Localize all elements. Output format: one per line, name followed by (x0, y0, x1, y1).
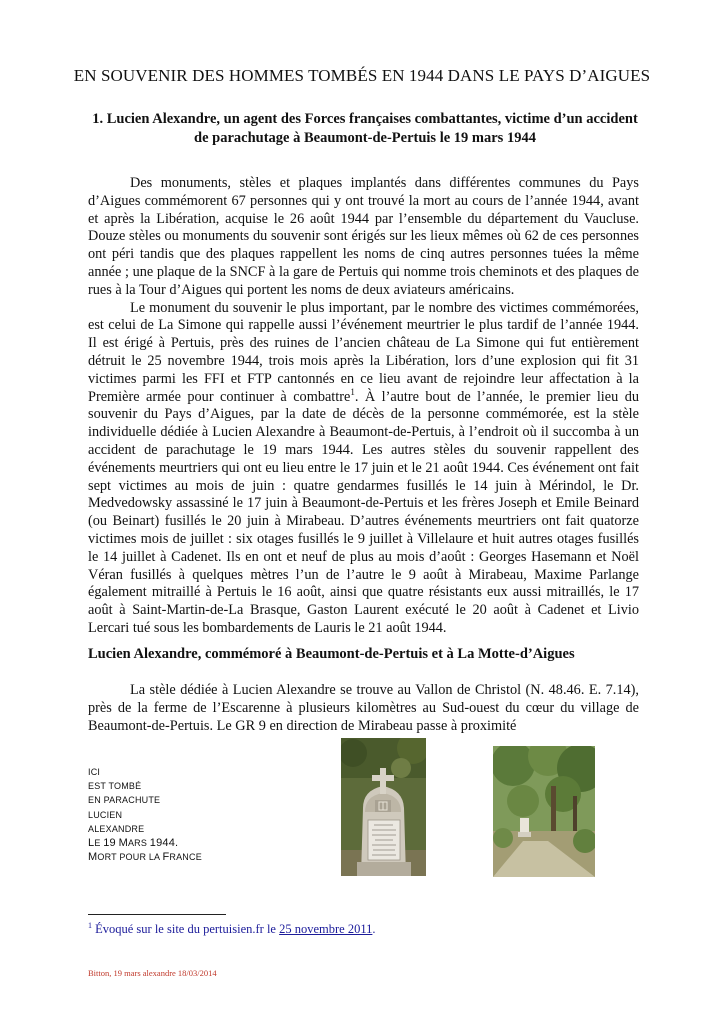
footnote-text: Évoqué sur le site du pertuisien.fr le (95, 922, 276, 937)
paragraph-3: La stèle dédiée à Lucien Alexandre se trouve au Vallon de Christol (N. 48.46. E. 7.14), près de la ferme de l’Escarenne à plusieurs kilomètres au Sud-ouest du cœur du village de Beaumont-de-Pertuis. Le GR 9 en direction de Mirabeau passe à proximité (88, 682, 639, 734)
inscription-line-final: MORT POUR LA FRANCE (88, 851, 202, 864)
page-footer: Bitton, 19 mars alexandre 18/03/2014 (88, 968, 217, 978)
path-photo (493, 746, 595, 877)
inscription-line: EST TOMBÉ (88, 781, 142, 792)
document-title: EN SOUVENIR DES HOMMES TOMBÉS EN 1944 DANS LE PAYS D’AIGUES (73, 66, 651, 85)
footnote-number: 1 (88, 921, 92, 930)
body-text-2 (88, 682, 639, 735)
stele-inscription (88, 765, 202, 864)
paragraph-2-part-a: Le monument du souvenir le plus important, par le nombre des victimes commémorées, est celui de La Simone qui rappelle aussi l’événement meurtrier le plus tardif de l’année 1944. Il est érigé à Pertuis, près des ruines de l’ancien château de La Simone qui fut entièrement détruit le 25 novembre 1944, trois mois après la Libération, lors d’une explosion qui fit 31 victimes parmi les FFI et FTP cantonnés en ce lieu avant de rejoindre leur affectation à la Première armée pour continuer à combattre (88, 299, 639, 405)
footnote-end: . (372, 922, 376, 937)
stele-photo (341, 738, 426, 876)
footnote (88, 921, 376, 937)
inscription-line: LUCIEN (88, 809, 123, 820)
body-text (88, 175, 639, 638)
footnote-separator (88, 914, 226, 915)
inscription-line-date: LE 19 MARS 1944. (88, 837, 179, 850)
footnote-reference[interactable]: 1 (350, 386, 355, 397)
paragraph-2 (88, 300, 639, 638)
subheading: Lucien Alexandre, commémoré à Beaumont-de-Pertuis et à La Motte-d’Aigues (88, 646, 575, 662)
paragraph-2-part-b: . À l’autre bout de l’année, le premier lieu du souvenir du Pays d’Aigues, par la date de décès de la personne commémorée, est la stèle individuelle dédiée à Lucien Alexandre à Beaumont-de-Pertuis, à l’endroit où il succomba à un accident de parachutage le 19 mars 1944. Les autres stèles du souvenir rappellent des événements meurtriers qui ont eu lieu entre le 17 juin et le 21 août 1944. Ces événement ont fait sept victimes au mois de juin : quatre gendarmes fusillés le 14 juin à Mérindol, le Dr. Medvedowsky assassiné le 17 juin à Beaumont-de-Pertuis et les frères Joseph et Emile Beinard (ou Beinart) fusillés le 20 juin à Mirabeau. D’autres événements meurtriers ont fait quatorze victimes mois de juillet : six otages fusillés le 9 juillet à Villelaure et huit autres otages fusillés le 14 juillet à Cadenet. Ils en ont et neuf de plus au mois d’août : Georges Hasemann et Noël Véran fusillés à quelques mètres l’un de l’autre le 9 août à Mirabeau, Maxime Parlange également mitraillé à Pertuis le 16 août, ainsi que quatre résistants eux aussi mitraillés, le 17 août à Saint-Martin-de-La Brasque, Gaston Laurent exécuté le 20 août à Cadenet et Livio Lercari tué sous les bombardements de Lauris le 21 août 1944. (88, 388, 639, 636)
inscription-line: ICI (88, 767, 101, 777)
paragraph-1: Des monuments, stèles et plaques implantés dans différentes communes du Pays d’Aigues commémorent 67 personnes qui y ont trouvé la mort au cours de l’année 1944, avant et après la Libération, acquise le 26 août 1944 par l’ensemble du département du Vaucluse. Douze stèles ou monuments du souvenir sont érigés sur les lieux mêmes où 62 de ces personnes ont péri tandis que des plaques rappellent les noms de cinq autres personnes tuées la même année ; une plaque de la SNCF à la gare de Pertuis qui nomme trois cheminots et des plaques de rues à la Tour d’Aigues qui portent les noms de deux aviateurs américains. (88, 175, 639, 298)
footnote-link[interactable]: 25 novembre 2011 (279, 922, 373, 937)
inscription-line: EN PARACHUTE (88, 795, 161, 806)
section-title: 1. Lucien Alexandre, un agent des Forces françaises combattantes, victime d’un accident de parachutage à Beaumont-de-Pertuis le 19 mars 1944 (92, 111, 638, 146)
inscription-line: ALEXANDRE (88, 823, 145, 834)
